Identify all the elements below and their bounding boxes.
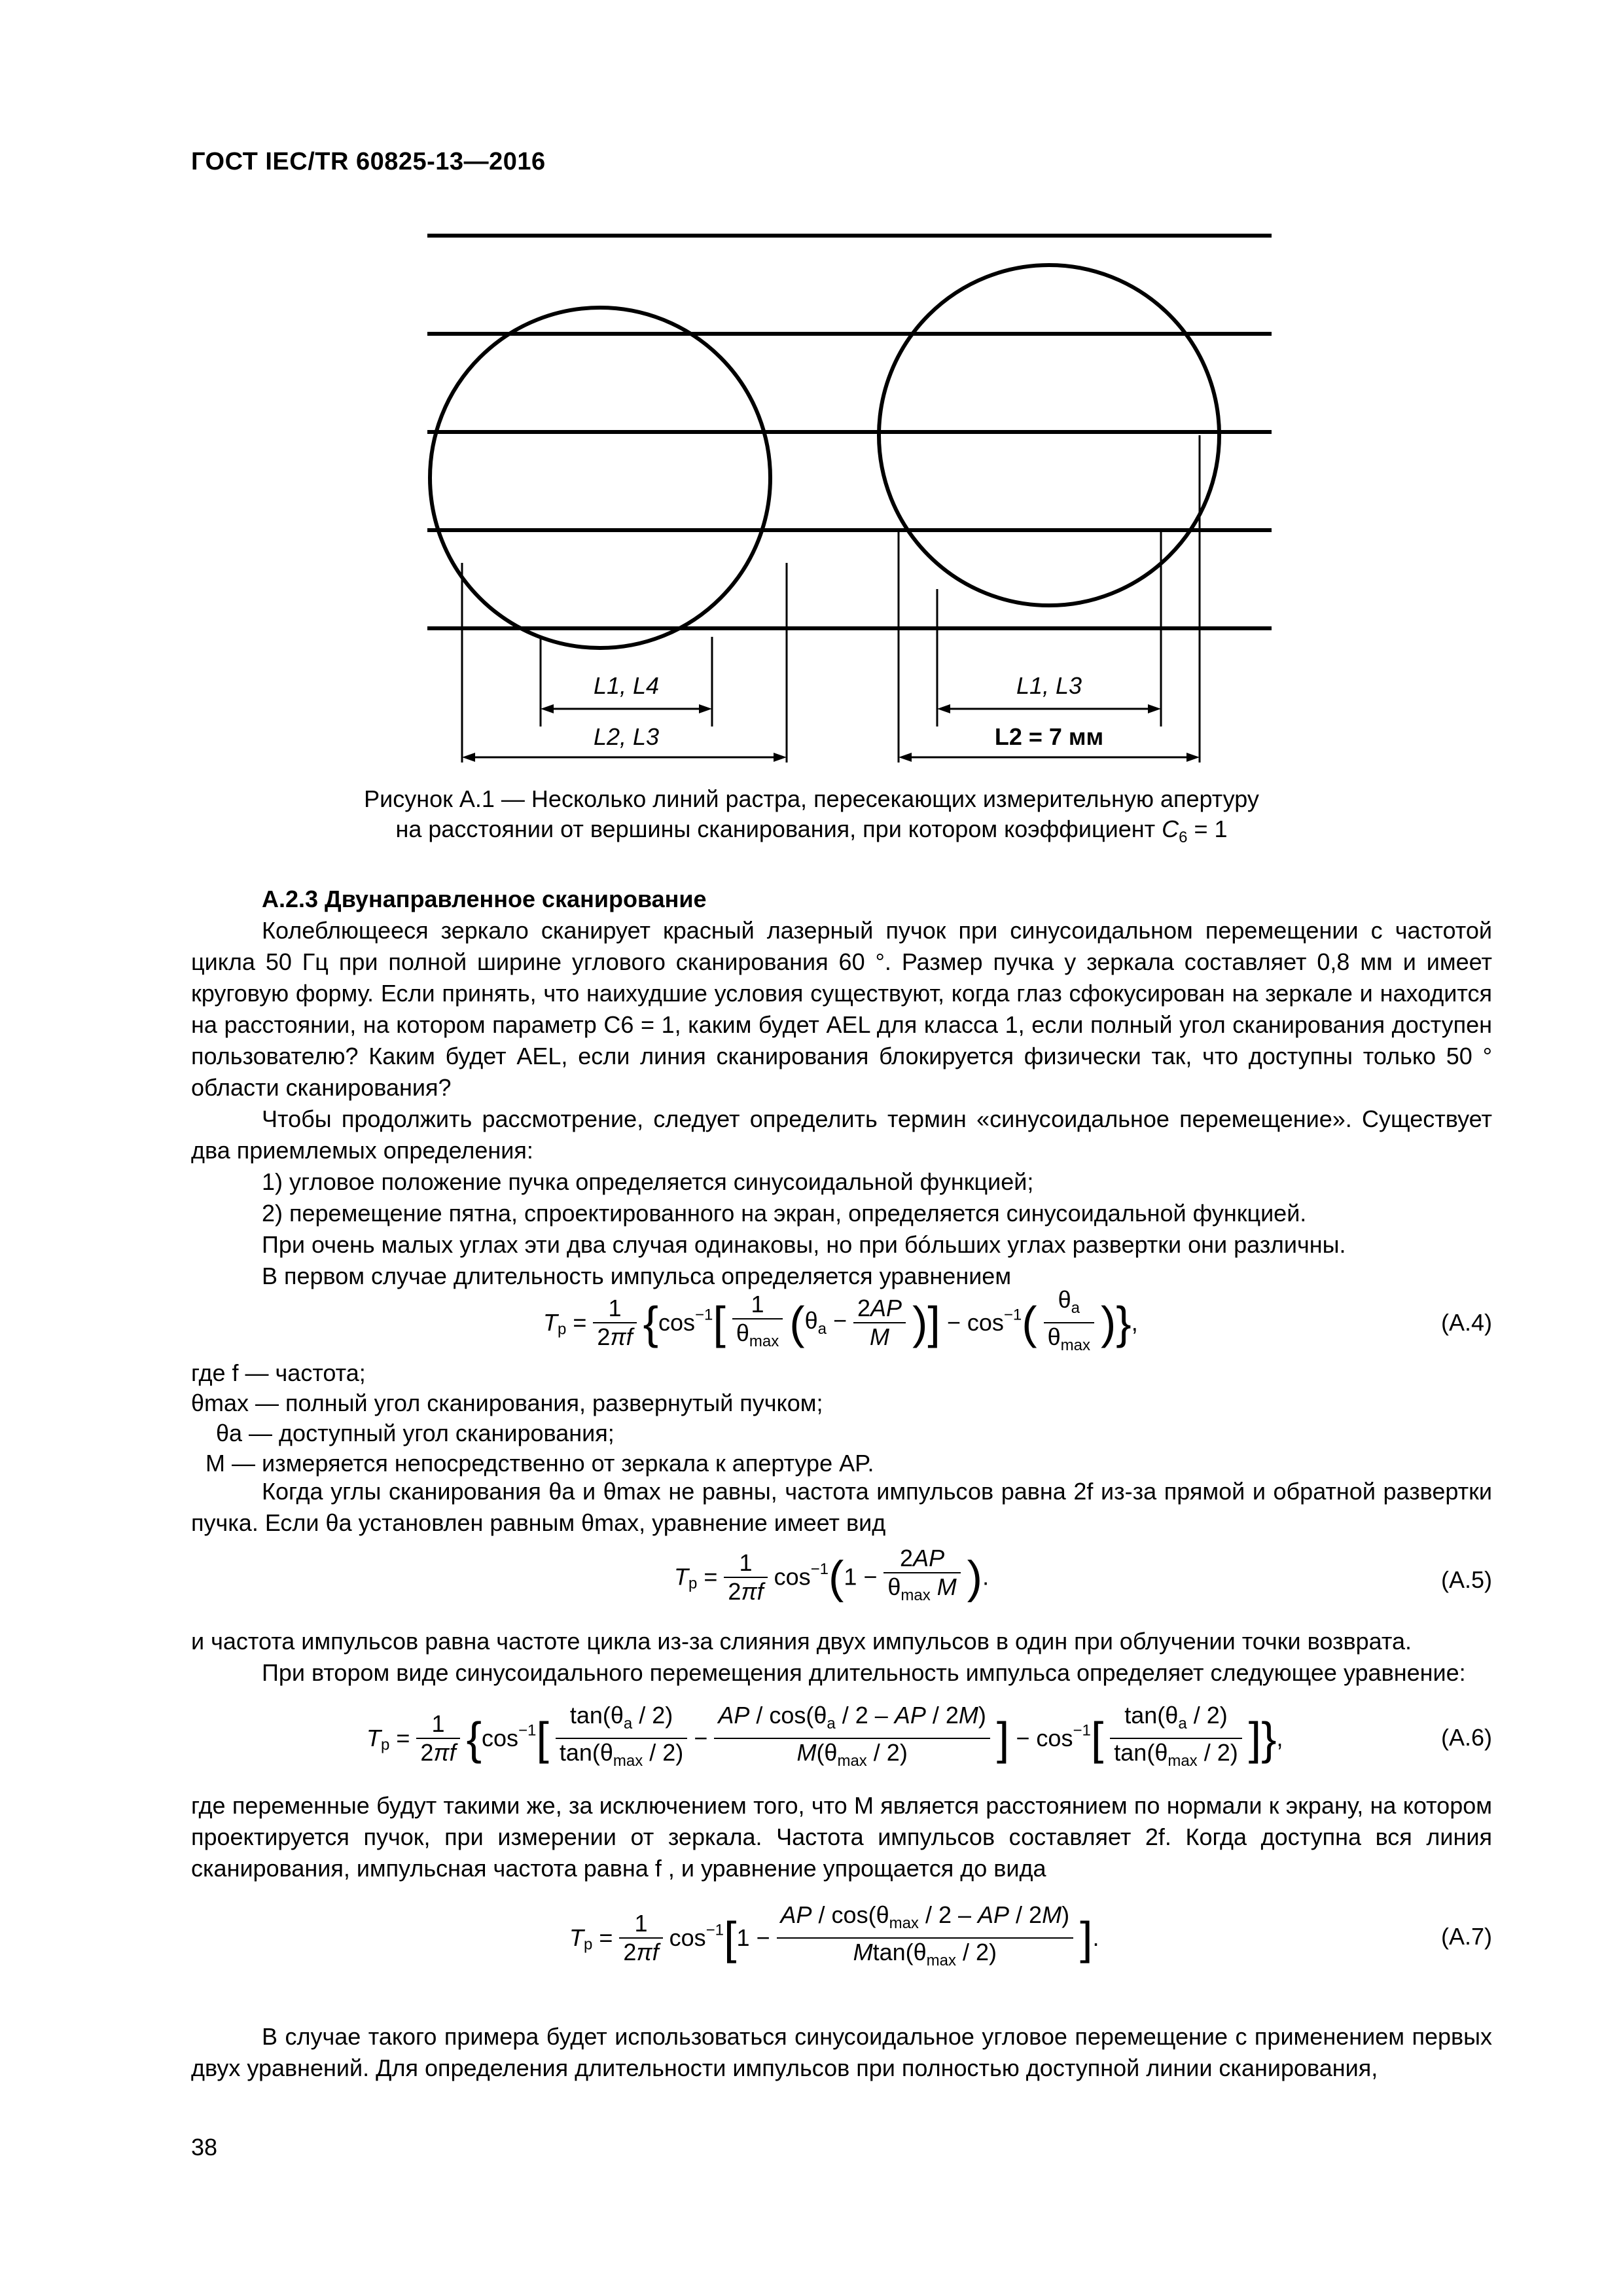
paragraph-7: При втором виде синусоидального перемещения длительность импульса определяет следующее уравнение:: [262, 1659, 1466, 1686]
equation-a7: $T_p$ = $\frac{1}{2\pi f}$ $\cos^{-1}[1$ − $\frac{AP / \cos(\theta_{max} / 2 - AP / 2M)}{Mtan(\theta_{max} / 2)}$ ].: [569, 1901, 1099, 1969]
equation-number-a6: (А.6): [1440, 1724, 1492, 1751]
def-theta-max: θmax — полный угол сканирования, развернутый пучком;: [191, 1390, 823, 1416]
paragraph-8-block: [191, 1790, 1492, 1884]
paragraph-9: В случае такого примера будет использоваться синусоидальное угловое перемещение с применением первых двух уравнений. Для определения длительности импульсов при полностью доступной линии сканирования,: [191, 2023, 1492, 2081]
paragraph-6-block: [191, 1626, 1492, 1689]
section-title: А.2.3 Двунаправленное сканирование: [262, 886, 707, 912]
page-number: 38: [191, 2134, 218, 2161]
equation-a6: $T_p$ = $\frac{1}{2\pi f}$ {$\cos^{-1}$[ $\frac{\tan(\theta_a / 2)}{\tan(\theta_{max} / 2)}$ − $\frac{AP / \cos(\theta_a / 2 - AP / 2M)}{M(\theta_{max} / 2)}$ ] − $\cos^{-1}$[ $\frac{\tan(\theta_a / 2)}{\tan(\theta_{max} / 2)}$ ]},: [366, 1702, 1283, 1770]
list-item-1: 1) угловое положение пучка определяется синусоидальной функцией;: [262, 1168, 1034, 1195]
paragraph-6: и частота импульсов равна частоте цикла из-за слияния двух импульсов в один при облучении точки возврата.: [191, 1628, 1412, 1655]
list-item-2: 2) перемещение пятна, спроектированного на экран, определяется синусоидальной функцией.: [262, 1200, 1307, 1227]
label-l2-l3: L2, L3: [593, 723, 660, 750]
paragraph-9-block: [191, 2021, 1492, 2084]
aperture-circle-right: [879, 265, 1219, 605]
aperture-circle-left: [430, 308, 770, 648]
equation-number-a5: (А.5): [1440, 1566, 1492, 1593]
paragraph-4: В первом случае длительность импульса определяется уравнением: [262, 1263, 1012, 1289]
paragraph-5-block: [191, 1476, 1492, 1539]
raster-diagram: [419, 223, 1283, 785]
figure-caption: [262, 784, 1361, 853]
paragraph-8: где переменные будут такими же, за исключением того, что M является расстоянием по нормали к экрану, на котором проектируется пучок, при измерении от зеркала. Частота импульсов составляет 2f. Когда доступна вся линия сканирования, импульсная частота равна f , и уравнение упрощается до вида: [191, 1792, 1492, 1882]
figure-a1: [419, 223, 1283, 789]
equation-a5: $T_p$ = $\frac{1}{2\pi f}$ $\cos^{-1}(1$ − $\frac{2AP}{\theta_{max} M}$ ).: [674, 1545, 990, 1605]
def-theta-a: θa — доступный угол сканирования;: [216, 1420, 615, 1446]
equation-number-a7: (А.7): [1440, 1923, 1492, 1950]
paragraph-3: При очень малых углах эти два случая одинаковы, но при бóльших углах развертки они различны.: [262, 1231, 1346, 1258]
equation-number-a4: (А.4): [1440, 1309, 1492, 1336]
caption-line-1: Рисунок А.1 — Несколько линий растра, пересекающих измерительную апертуру: [364, 785, 1259, 812]
def-m: M — измеряется непосредственно от зеркала к апертуре AP.: [205, 1450, 874, 1477]
caption-line-2: на расстоянии от вершины сканирования, при котором коэффициент $C_6 = 1$: [395, 816, 1228, 846]
label-l1-l3: L1, L3: [1016, 672, 1082, 699]
label-l1-l4: L1, L4: [593, 672, 660, 699]
equation-a4: $T_p$ = $\frac{1}{2\pi f}$ {$\cos^{-1}$[ $\frac{1}{\theta_{max}}$ ($\theta_a$ − $\frac{2AP}{M}$ )] − $\cos^{-1}$( $\frac{\theta_a}{\theta_{max}}$ )},: [543, 1286, 1138, 1354]
document-header: ГОСТ IEC/TR 60825-13—2016: [191, 148, 546, 175]
definitions: [191, 1358, 874, 1479]
paragraph-1: Колеблющееся зеркало сканирует красный лазерный пучок при синусоидальном перемещении с частотой цикла 50 Гц при полной ширине углового сканирования 60 °. Размер пучка у зеркала составляет 0,8 мм и имеет круговую форму. Если принять, что наихудшие условия существуют, когда глаз сфокусирован на зеркале и находится на расстоянии, на котором параметр C6 = 1, каким будет AEL для класса 1, если полный угол сканирования доступен пользователю? Каким будет AEL, если линия сканирования блокируется физически так, что доступны только 50 ° области сканирования?: [191, 917, 1492, 1101]
section-a23: [191, 884, 1492, 1292]
label-l2-7mm: L2 = 7 мм: [994, 723, 1104, 750]
def-f: где f — частота;: [191, 1359, 366, 1386]
paragraph-5: Когда углы сканирования θa и θmax не равны, частота импульсов равна 2f из-за прямой и обратной развертки пучка. Если θa установлен равным θmax, уравнение имеет вид: [191, 1478, 1492, 1536]
paragraph-2: Чтобы продолжить рассмотрение, следует определить термин «синусоидальное перемещение». Существует два приемлемых определения:: [191, 1105, 1492, 1164]
